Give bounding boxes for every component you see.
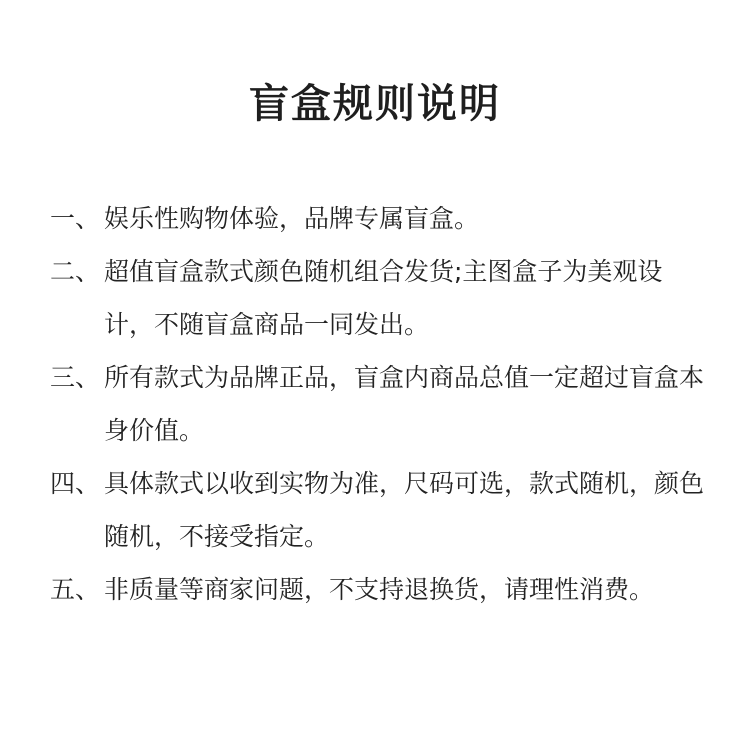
- rule-item-4: [50, 457, 710, 563]
- rule-text: 非质量等商家问题，不支持退换货，请理性消费。: [104, 575, 655, 604]
- rule-text: 娱乐性购物体验，品牌专属盲盒。: [104, 204, 480, 233]
- rule-number: 四、: [50, 469, 101, 498]
- rule-number: 二、: [50, 257, 101, 286]
- rule-number: 五、: [50, 575, 101, 604]
- rule-text: 超值盲盒款式颜色随机组合发货;主图盒子为美观设计，不随盲盒商品一同发出。: [104, 257, 663, 339]
- rule-item-1: [50, 192, 710, 245]
- page-title: 盲盒规则说明: [249, 81, 501, 127]
- rule-number: 三、: [50, 363, 101, 392]
- rule-item-2: [50, 245, 710, 351]
- rule-text: 所有款式为品牌正品，盲盒内商品总值一定超过盲盒本身价值。: [104, 363, 705, 445]
- rules-list: [50, 192, 710, 616]
- rule-item-3: [50, 351, 710, 457]
- rule-number: 一、: [50, 204, 101, 233]
- rule-text: 具体款式以收到实物为准，尺码可选，款式随机，颜色随机，不接受指定。: [104, 469, 705, 551]
- rule-item-5: [50, 563, 710, 616]
